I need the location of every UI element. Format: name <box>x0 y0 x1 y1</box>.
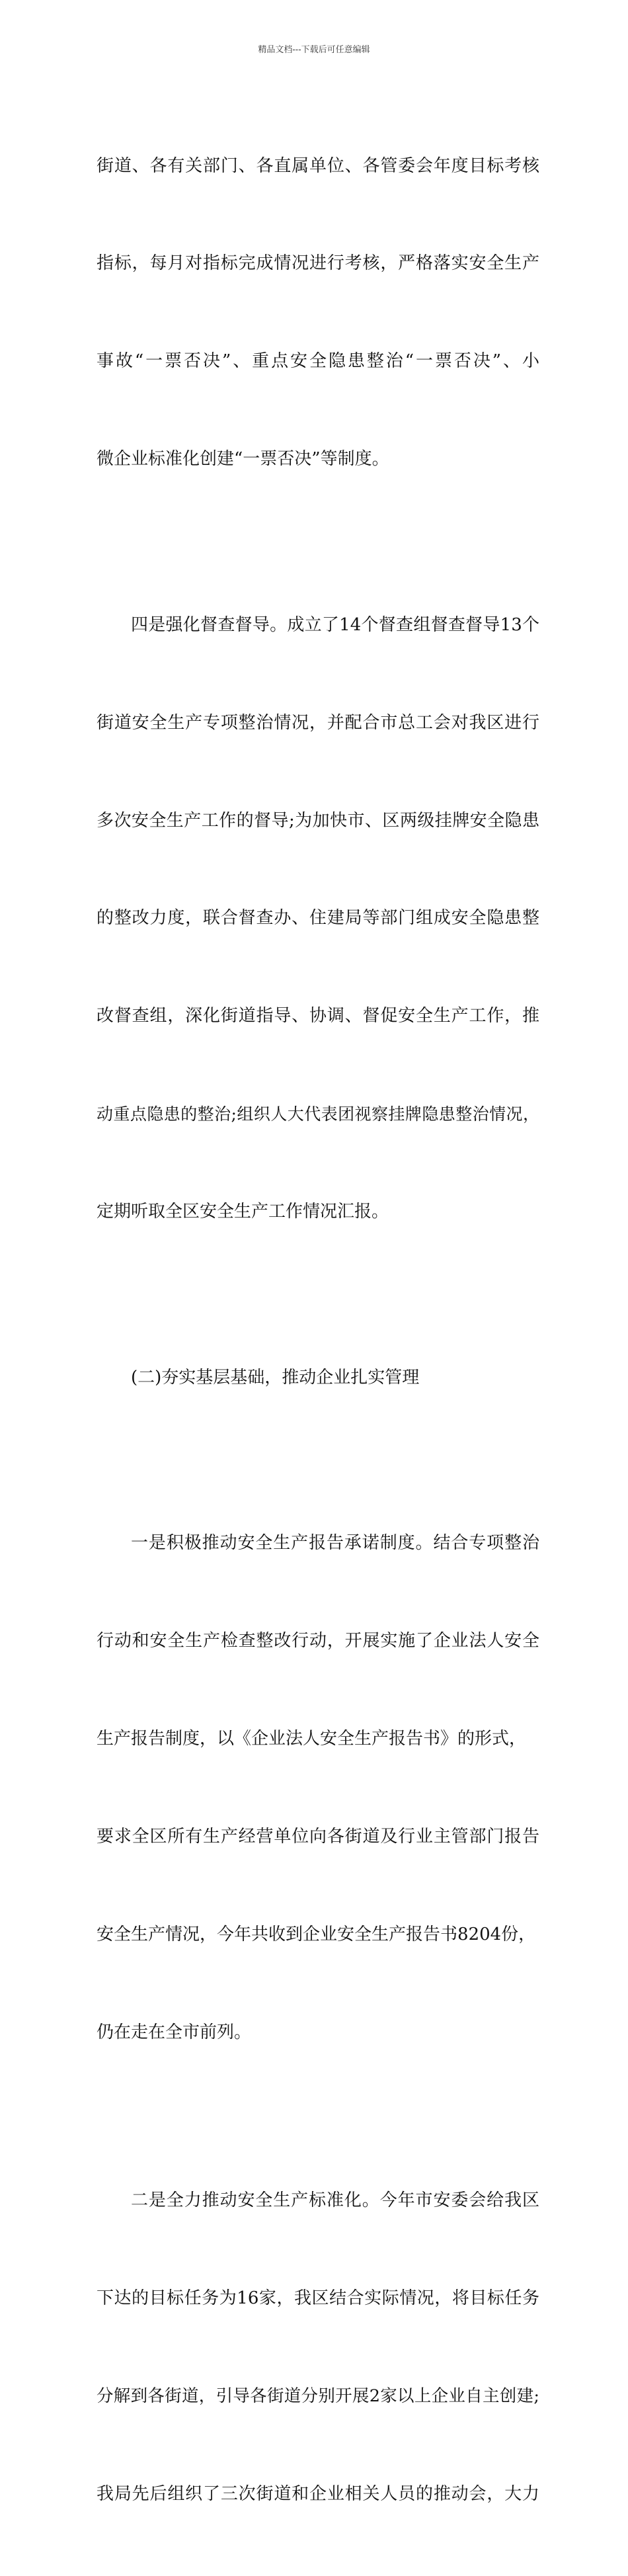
text-line: 微企业标准化创建“一票否决”等制度。 <box>97 449 389 470</box>
text-line: 分解到各街道，引导各街道分别开展2家以上企业自主创建; <box>97 2386 539 2406</box>
text-line: 动重点隐患的整治;组织人大代表团视察挂牌隐患整治情况， <box>97 1104 539 1124</box>
text-line: 行动和安全生产检查整改行动，开展实施了企业法人安全 <box>97 1630 539 1651</box>
text-line: 改督查组，深化街道指导、协调、督促安全生产工作，推 <box>97 1006 539 1026</box>
text-line: 要求全区所有生产经营单位向各街道及行业主管部门报告 <box>97 1826 539 1847</box>
paragraph-1 <box>97 85 539 541</box>
paragraph-2 <box>97 544 539 1294</box>
text-line: 的整改力度，联合督查办、住建局等部门组成安全隐患整 <box>97 908 539 929</box>
text-line: 我局先后组织了三次街道和企业相关人员的推动会，大力 <box>97 2483 539 2504</box>
section-heading <box>97 1296 539 1459</box>
text-line: (二)夯实基层基础，推动企业扎实管理 <box>131 1367 420 1388</box>
paragraph-4 <box>97 2119 539 2575</box>
text-line: 定期听取全区安全生产工作情况汇报。 <box>97 1202 389 1222</box>
document-body <box>97 85 539 2576</box>
text-line: 下达的目标任务为16家，我区结合实际情况，将目标任务 <box>97 2288 539 2308</box>
text-line: 指标，每月对指标完成情况进行考核，严格落实安全生产 <box>97 253 539 274</box>
text-line: 安全生产情况，今年共收到企业安全生产报告书8204份， <box>97 1924 536 1944</box>
text-line: 事故“一票否决”、重点安全隐患整治“一票否决”、小 <box>97 351 539 372</box>
paragraph-3 <box>97 1462 539 2114</box>
text-line: 多次安全生产工作的督导;为加快市、区两级挂牌安全隐患 <box>97 810 539 831</box>
text-line: 仍在走在全市前列。 <box>97 2022 252 2042</box>
text-line: 街道、各有关部门、各直属单位、各管委会年度目标考核 <box>97 155 539 176</box>
text-line: 四是强化督查督导。成立了14个督查组督查督导13个 <box>131 614 539 635</box>
page-header: 精品文档---下载后可任意编辑 <box>258 45 370 55</box>
text-line: 二是全力推动安全生产标准化。今年市安委会给我区 <box>131 2190 539 2210</box>
text-line: 街道安全生产专项整治情况，并配合市总工会对我区进行 <box>97 712 539 733</box>
text-line: 一是积极推动安全生产报告承诺制度。结合专项整治 <box>131 1533 539 1554</box>
text-line: 生产报告制度，以《企业法人安全生产报告书》的形式， <box>97 1728 527 1749</box>
